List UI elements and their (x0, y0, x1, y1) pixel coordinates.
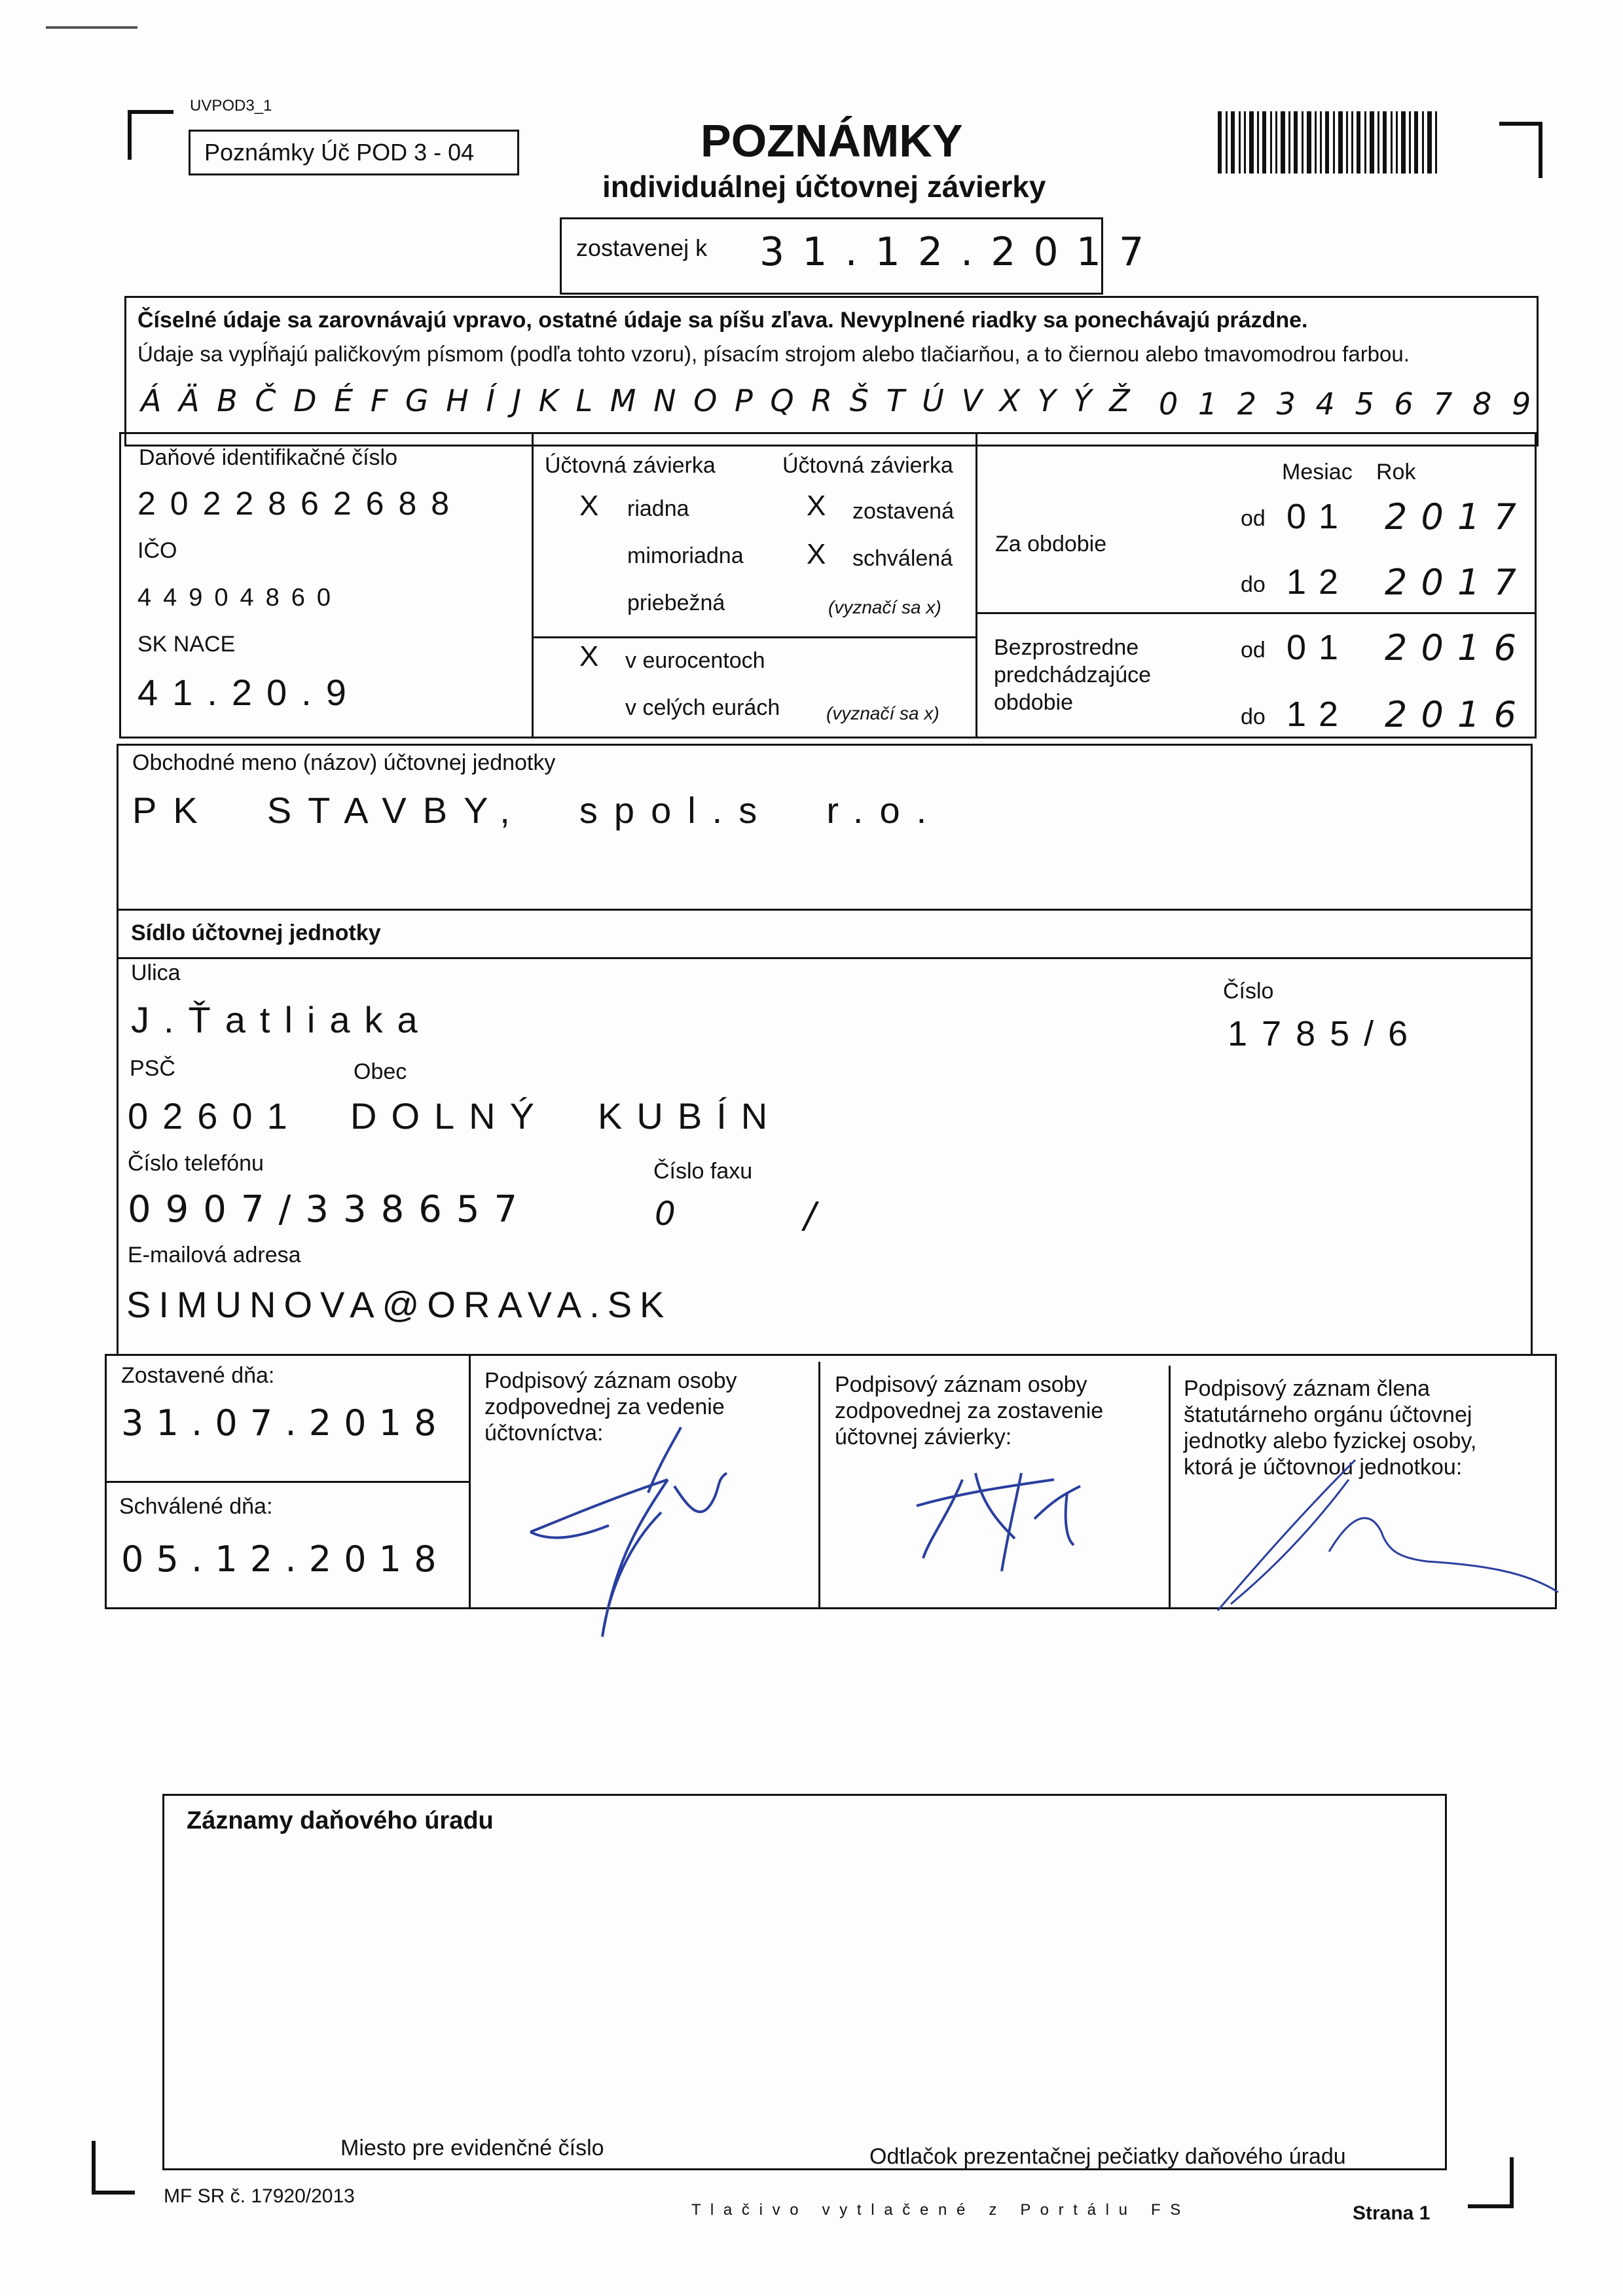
phone-value: 0907/338657 (128, 1188, 532, 1231)
phone-label: Číslo telefónu (128, 1151, 264, 1176)
page-subtitle: individuálnej účtovnej závierky (602, 170, 1046, 204)
previous-period-label-3: obdobie (994, 690, 1074, 715)
signature-statutory (1205, 1421, 1571, 1617)
divider-seat-label (117, 957, 1533, 959)
city-label: Obec (354, 1059, 407, 1084)
compiled-on-label: Zostavené dňa: (121, 1363, 275, 1388)
psc-value: 02601 (128, 1095, 302, 1137)
sig2-line1: Podpisový záznam osoby (835, 1372, 1087, 1397)
form-code: UVPOD3_1 (190, 97, 272, 115)
state-mark-note: (vyznačí sa x) (828, 597, 941, 617)
eurocent-label: v eurocentoch (625, 648, 765, 673)
cur-od-label: od (1241, 506, 1266, 531)
statement-state-header: Účtovná závierka (782, 453, 953, 478)
sig1-line2: zodpovednej za vedenie (484, 1394, 725, 1419)
barcode (1218, 111, 1453, 177)
corner-mark-bottom-right (1468, 2157, 1514, 2208)
instructions-line2: Údaje sa vypĺňajú paličkovým písmom (podľa tohto vzoru), písacím strojom alebo tlačiarňou, a to čiernou alebo tmavomodrou farbou. (137, 342, 1410, 366)
dic-value: 2022862688 (137, 485, 464, 522)
email-label: E-mailová adresa (128, 1243, 301, 1267)
approved-on-label: Schválené dňa: (119, 1494, 273, 1519)
evidence-number-label: Miesto pre evidenčné číslo (340, 2136, 604, 2160)
cur-from-month: 0 1 (1286, 497, 1340, 536)
nace-label: SK NACE (137, 632, 236, 657)
fax-slash: / (804, 1195, 831, 1236)
instructions-digits: 0 1 2 3 4 5 6 7 8 9 (1159, 386, 1537, 422)
cur-do-label: do (1241, 572, 1266, 597)
priebezna-label: priebežná (627, 591, 725, 615)
eurocent-mark: X (579, 640, 599, 672)
instructions-letters: Á Ä B Č D É F G H Í J K L M N O P Q R Š T Ú V X Y Ý Ž (141, 383, 1134, 418)
approved-on-value: 0 5 . 1 2 . 2 0 1 8 (121, 1539, 437, 1580)
month-label: Mesiac (1282, 460, 1353, 484)
divider-type (976, 432, 977, 738)
sig1-line1: Podpisový záznam osoby (484, 1368, 737, 1393)
corner-mark-bottom-left (92, 2141, 135, 2195)
sig3-line3: jednotky alebo fyzickej osoby, (1184, 1429, 1477, 1453)
page-title: POZNÁMKY (701, 115, 963, 166)
divider-sig-1 (469, 1354, 471, 1609)
ico-value: 44904860 (137, 584, 343, 611)
current-period-label: Za obdobie (995, 532, 1107, 556)
tax-office-section (162, 1794, 1447, 2170)
street-value: J.Ťatliaka (131, 999, 432, 1040)
sig2-line3: účtovnej závierky: (835, 1425, 1012, 1449)
divider-currency (532, 636, 976, 638)
cur-to-month: 1 2 (1286, 562, 1340, 602)
prev-to-year: 2 0 1 6 (1385, 694, 1518, 735)
dic-label: Daňové identifikačné číslo (139, 445, 398, 470)
signature-accountant (511, 1421, 786, 1643)
schvalena-label: schválená (852, 546, 953, 571)
prev-from-year: 2 0 1 6 (1385, 627, 1518, 668)
divider-sig-2 (818, 1362, 820, 1609)
previous-period-label-2: predchádzajúce (994, 663, 1152, 687)
sig3-line2: štatutárneho orgánu účtovnej (1184, 1402, 1472, 1427)
seat-label: Sídlo účtovnej jednotky (131, 920, 381, 945)
zostavena-mark: X (807, 490, 826, 522)
divider-seat-top (117, 909, 1533, 911)
signature-compiler (903, 1447, 1126, 1591)
scan-mark (46, 26, 137, 29)
compiled-on-value: 3 1 . 0 7 . 2 0 1 8 (121, 1402, 437, 1444)
zostavena-label: zostavená (852, 499, 954, 524)
currency-mark-note: (vyznačí sa x) (826, 703, 939, 723)
number-value: 1785/6 (1228, 1014, 1423, 1053)
compiled-label: zostavenej k (576, 234, 708, 261)
divider-sig-3 (1169, 1366, 1171, 1609)
stamp-label: Odtlačok prezentačnej pečiatky daňového úradu (869, 2144, 1346, 2169)
mimoriadna-label: mimoriadna (627, 543, 744, 568)
sig3-line4: ktorá je účtovnou jednotkou: (1184, 1455, 1463, 1480)
riadna-label: riadna (627, 496, 689, 521)
footer-ref: MF SR č. 17920/2013 (164, 2185, 355, 2207)
divider-dates (105, 1481, 469, 1483)
instructions-line1: Číselné údaje sa zarovnávajú vpravo, ostatné údaje sa píšu zľava. Nevyplnené riadky sa ponechávajú prázdne. (137, 308, 1308, 333)
nace-value: 41.20.9 (137, 672, 361, 713)
fax-value: 0 (655, 1195, 690, 1233)
schvalena-mark: X (807, 538, 826, 570)
divider-period (976, 612, 1537, 614)
prev-do-label: do (1241, 704, 1266, 729)
email-value: SIMUNOVA@ORAVA.SK (126, 1284, 672, 1325)
number-label: Číslo (1223, 979, 1274, 1004)
entity-name-value: PK STAVBY, spol.s r.o. (132, 790, 943, 831)
cur-to-year: 2 0 1 7 (1385, 562, 1518, 603)
cur-from-year: 2 0 1 7 (1385, 496, 1518, 538)
sig3-line1: Podpisový záznam člena (1184, 1376, 1431, 1401)
previous-period-label-1: Bezprostredne (994, 635, 1139, 660)
corner-mark-top-left (128, 110, 173, 160)
prev-od-label: od (1241, 638, 1266, 663)
prev-to-month: 1 2 (1286, 695, 1340, 734)
sig2-line2: zodpovednej za zostavenie (835, 1398, 1104, 1423)
year-label: Rok (1376, 460, 1416, 484)
footer-printed: T l a č i v o v y t l a č e n é z P o r t á l u F S (691, 2201, 1184, 2219)
euro-label: v celých eurách (625, 695, 780, 720)
city-value: DOLNÝ KUBÍN (350, 1095, 782, 1137)
psc-label: PSČ (130, 1056, 175, 1081)
form-name: Poznámky Úč POD 3 - 04 (204, 139, 475, 166)
corner-mark-top-right (1499, 122, 1542, 178)
street-label: Ulica (131, 960, 181, 985)
divider-ids (532, 432, 534, 738)
sig1-line3: účtovníctva: (484, 1421, 604, 1446)
prev-from-month: 0 1 (1286, 628, 1340, 667)
entity-name-label: Obchodné meno (názov) účtovnej jednotky (132, 750, 556, 775)
fax-label: Číslo faxu (653, 1159, 753, 1184)
footer-page: Strana 1 (1353, 2202, 1431, 2224)
statement-type-header: Účtovná závierka (545, 453, 716, 478)
ico-label: IČO (137, 538, 177, 563)
tax-office-title: Záznamy daňového úradu (187, 1807, 494, 1834)
riadna-mark: X (579, 490, 599, 522)
compiled-date: 3 1 . 1 2 . 2 0 1 7 (759, 229, 1147, 275)
